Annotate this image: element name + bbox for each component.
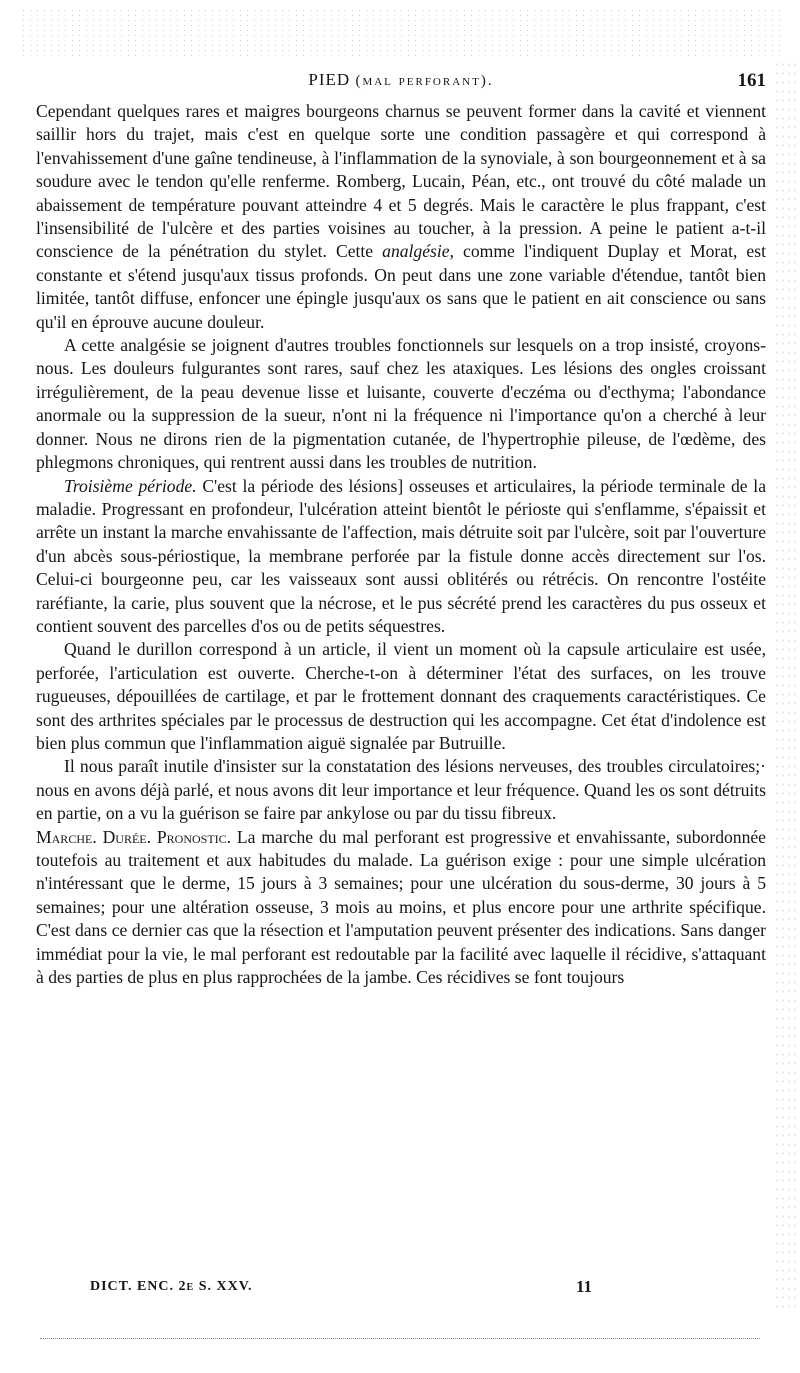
page-number: 161 (737, 70, 766, 91)
paragraph-4: Quand le durillon correspond à un article, il vient un moment où la capsule articulaire est usée, perforée, l'articulation est ouverte. Cherche-t-on à déterminer l'état des surfaces, on les trouve rugueuses, dépouillées de cartilage, et par le frottement donnant des craquements caractéristiques. Ce sont des arthrites spéciales par le processus de destruction qui les accompagne. Cet état d'indolence est bien plus commun que l'inflammation aiguë signalée par Butruille. (36, 639, 766, 753)
term-analgesie: analgésie (382, 241, 450, 262)
body-text (36, 100, 766, 989)
section-troisieme-periode: Troisième période. (64, 475, 197, 496)
paragraph-1-text-b: , comme l'indiquent Duplay et Morat, est constante et s'étend jusqu'aux tissus profonds. On peut dans une zone variable d'étendue, tantôt bien limitée, tantôt diffuse, enfoncer une épingle jusqu'aux os sans que le patient en ait conscience ou sans qu'il en éprouve aucune douleur. (36, 241, 766, 332)
paragraph-6-text: La marche du mal perforant est progressive et envahissante, subordonnée toutefois au traitement et aux habitudes du malade. La guérison exige : pour une simple ulcération n'intéressant que le derme, 15 jours à 3 semaines; pour une ulcération du sous-derme, 30 jours à 5 semaines; pour une altération osseuse, 3 mois au moins, et plus encore pour une arthrite spécifique. C'est dans ce dernier cas que la résection et l'amputation peuvent présenter des indications. Sans danger immédiat pour la vie, le mal perforant est redoutable par la facilité avec laquelle il récidive, s'attaquant à des parties de plus en plus rapprochées de la jambe. Ces récidives se font toujours (36, 826, 766, 988)
paragraph-2: A cette analgésie se joignent d'autres troubles fonctionnels sur lesquels on a trop insisté, croyons-nous. Les douleurs fulgurantes sont rares, sauf chez les ataxiques. Les lésions des ongles croissant irrégulièrement, de la peau devenue lisse et luisante, couverte d'eczéma ou d'ecthyma; l'abondance anormale ou la suppression de la sueur, n'ont ni la fréquence ni l'importance qu'on a cherché à leur donner. Nous ne dirons rien de la pigmentation cutanée, de l'hypertrophie pileuse, de l'œdème, des phlegmons chroniques, qui rentrent aussi dans les troubles de nutrition. (36, 335, 766, 473)
running-head (36, 70, 766, 100)
paragraph-1-text-a: Cependant quelques rares et maigres bourgeons charnus se peuvent former dans la cavité et viennent saillir hors du trajet, mais c'est en quelque sorte une condition passagère et qui correspond à l'envahissement d'une gaîne tendineuse, à l'inflammation de la synoviale, à son bourgeonnement et à sa soudure avec le tendon qu'elle renferme. Romberg, Lucain, Péan, etc., ont trouvé du côté malade un abaissement de température pouvant atteindre 4 et 5 degrés. Mais le caractère le plus frappant, c'est l'insensibilité de l'ulcère et des parties voisines au toucher, à la pression. A peine le patient a-t-il conscience de la pénétration du stylet. Cette (36, 101, 766, 262)
signature-mark: DICT. ENC. 2e S. XXV. (90, 1279, 253, 1294)
section-marche-duree-pronostic: Marche. Durée. Pronostic. (36, 826, 232, 847)
signature-line (36, 1279, 766, 1303)
paragraph-6 (36, 826, 766, 990)
running-head-sub: (mal perforant). (355, 73, 494, 89)
scan-noise-top (20, 8, 780, 58)
paragraph-1 (36, 100, 766, 334)
paragraph-3-text: C'est la période des lésions] osseuses et articulaires, la période terminale de la maladie. Progressant en profondeur, l'ulcération atteint bientôt le périoste qui s'enflamme, s'épaissit et arrête un instant la marche envahissante de l'affection, mais détruite soit par l'ulcère, soit par l'ouverture d'un abcès sous-périostique, la membrane perforée par la fistule donne accès directement sur l'os. Celui-ci bourgeonne peu, car les vaisseaux sont aussi oblitérés ou rétrécis. On rencontre l'ostéite raréfiante, la carie, plus souvent que la nécrose, et le pus sécrété prend les caractères du pus osseux et contient souvent des parcelles d'os ou de petits séquestres. (36, 475, 766, 636)
bottom-dotted-rule (40, 1338, 760, 1340)
running-head-main: PIED (308, 70, 351, 89)
paragraph-5: Il nous paraît inutile d'insister sur la constatation des lésions nerveuses, des troubles circulatoires;· nous en avons déjà parlé, et nous avons dit leur importance et leur fréquence. Quand les os sont détruits en partie, on a vu la guérison se faire par ankylose ou par du tissu fibreux. (36, 756, 766, 824)
paragraph-3 (36, 475, 766, 639)
signature-number: 11 (576, 1277, 593, 1296)
running-head-title (36, 70, 766, 90)
scan-noise-right (774, 60, 796, 1310)
